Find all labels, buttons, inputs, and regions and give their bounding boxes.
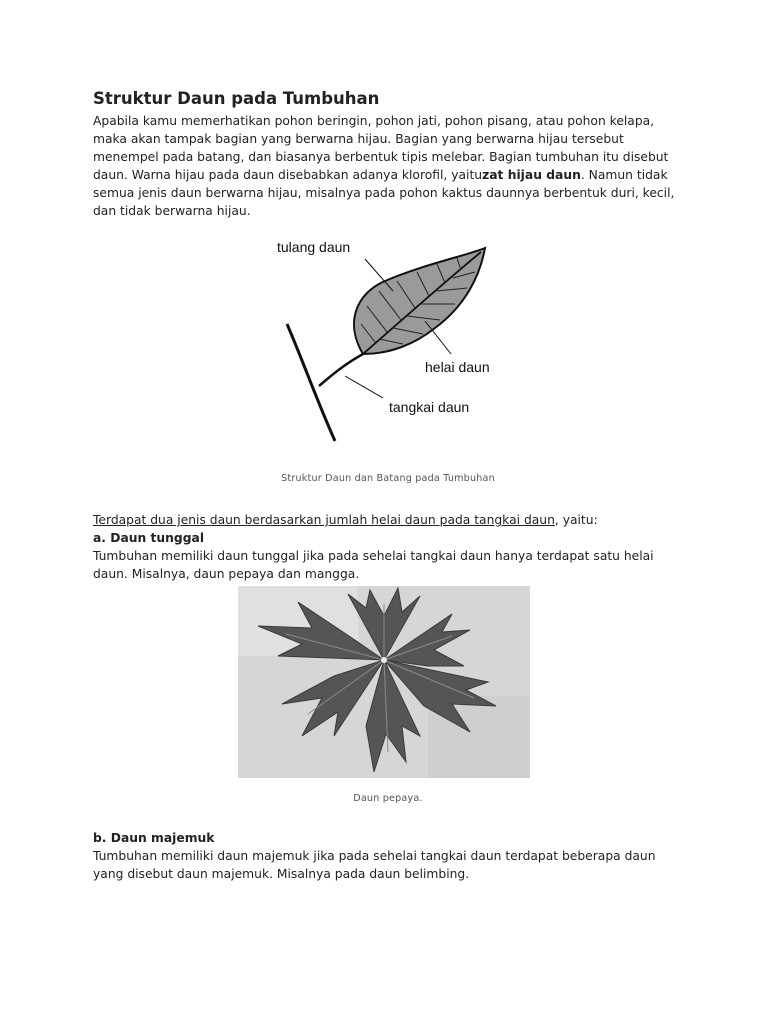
heading-daun-tunggal: a. Daun tunggal bbox=[93, 531, 205, 545]
types-intro-underlined: Terdapat dua jenis daun berdasarkan jumlah helai daun pada tangkai daun bbox=[93, 513, 555, 527]
leaf-blade bbox=[354, 248, 485, 354]
page-title: Struktur Daun pada Tumbuhan bbox=[93, 89, 380, 108]
intro-text-1: Apabila kamu memerhatikan pohon beringin, pohon jati, pohon pisang, atau pohon kelapa, maka akan tampak bagian yang berwarna hijau. Bagian yang berwarna hijau tersebut menempel pada batang, dan biasanya berbentuk tipis melebar. Bagian tumbuhan itu disebut daun. Warna hijau pada daun disebabkan adanya klorofil, yaitu bbox=[93, 114, 669, 182]
label-tulang-daun: tulang daun bbox=[277, 239, 351, 255]
papaya-leaf-photo bbox=[238, 586, 530, 778]
heading-daun-majemuk: b. Daun majemuk bbox=[93, 831, 215, 845]
pointer-tangkai bbox=[345, 376, 383, 398]
label-tangkai-daun: tangkai daun bbox=[389, 399, 470, 415]
compound-leaf-section bbox=[93, 829, 683, 883]
daun-tunggal-text: Tumbuhan memiliki daun tunggal jika pada sehelai tangkai daun hanya terdapat satu helai daun. Misalnya, daun pepaya dan mangga. bbox=[93, 549, 654, 581]
stem bbox=[287, 324, 335, 441]
leaf-types-section bbox=[93, 511, 683, 583]
leaf-structure-diagram bbox=[275, 236, 515, 448]
intro-paragraph bbox=[93, 112, 678, 220]
intro-text-2: . Namun tidak semua jenis daun berwarna hijau, misalnya pada pohon kaktus daunnya berbentuk duri, kecil, dan tidak berwarna hijau. bbox=[93, 168, 675, 218]
figure2-caption: Daun pepaya. bbox=[353, 793, 423, 804]
branch bbox=[319, 354, 363, 386]
daun-majemuk-text: Tumbuhan memiliki daun majemuk jika pada sehelai tangkai daun terdapat beberapa daun yang disebut daun majemuk. Misalnya pada daun belimbing. bbox=[93, 849, 656, 881]
types-intro-rest: , yaitu: bbox=[554, 513, 598, 527]
article bbox=[93, 88, 683, 881]
intro-bold-term: zat hijau daun bbox=[482, 168, 581, 182]
label-helai-daun: helai daun bbox=[425, 359, 490, 375]
types-intro bbox=[93, 511, 683, 529]
figure1-caption: Struktur Daun dan Batang pada Tumbuhan bbox=[281, 473, 495, 484]
